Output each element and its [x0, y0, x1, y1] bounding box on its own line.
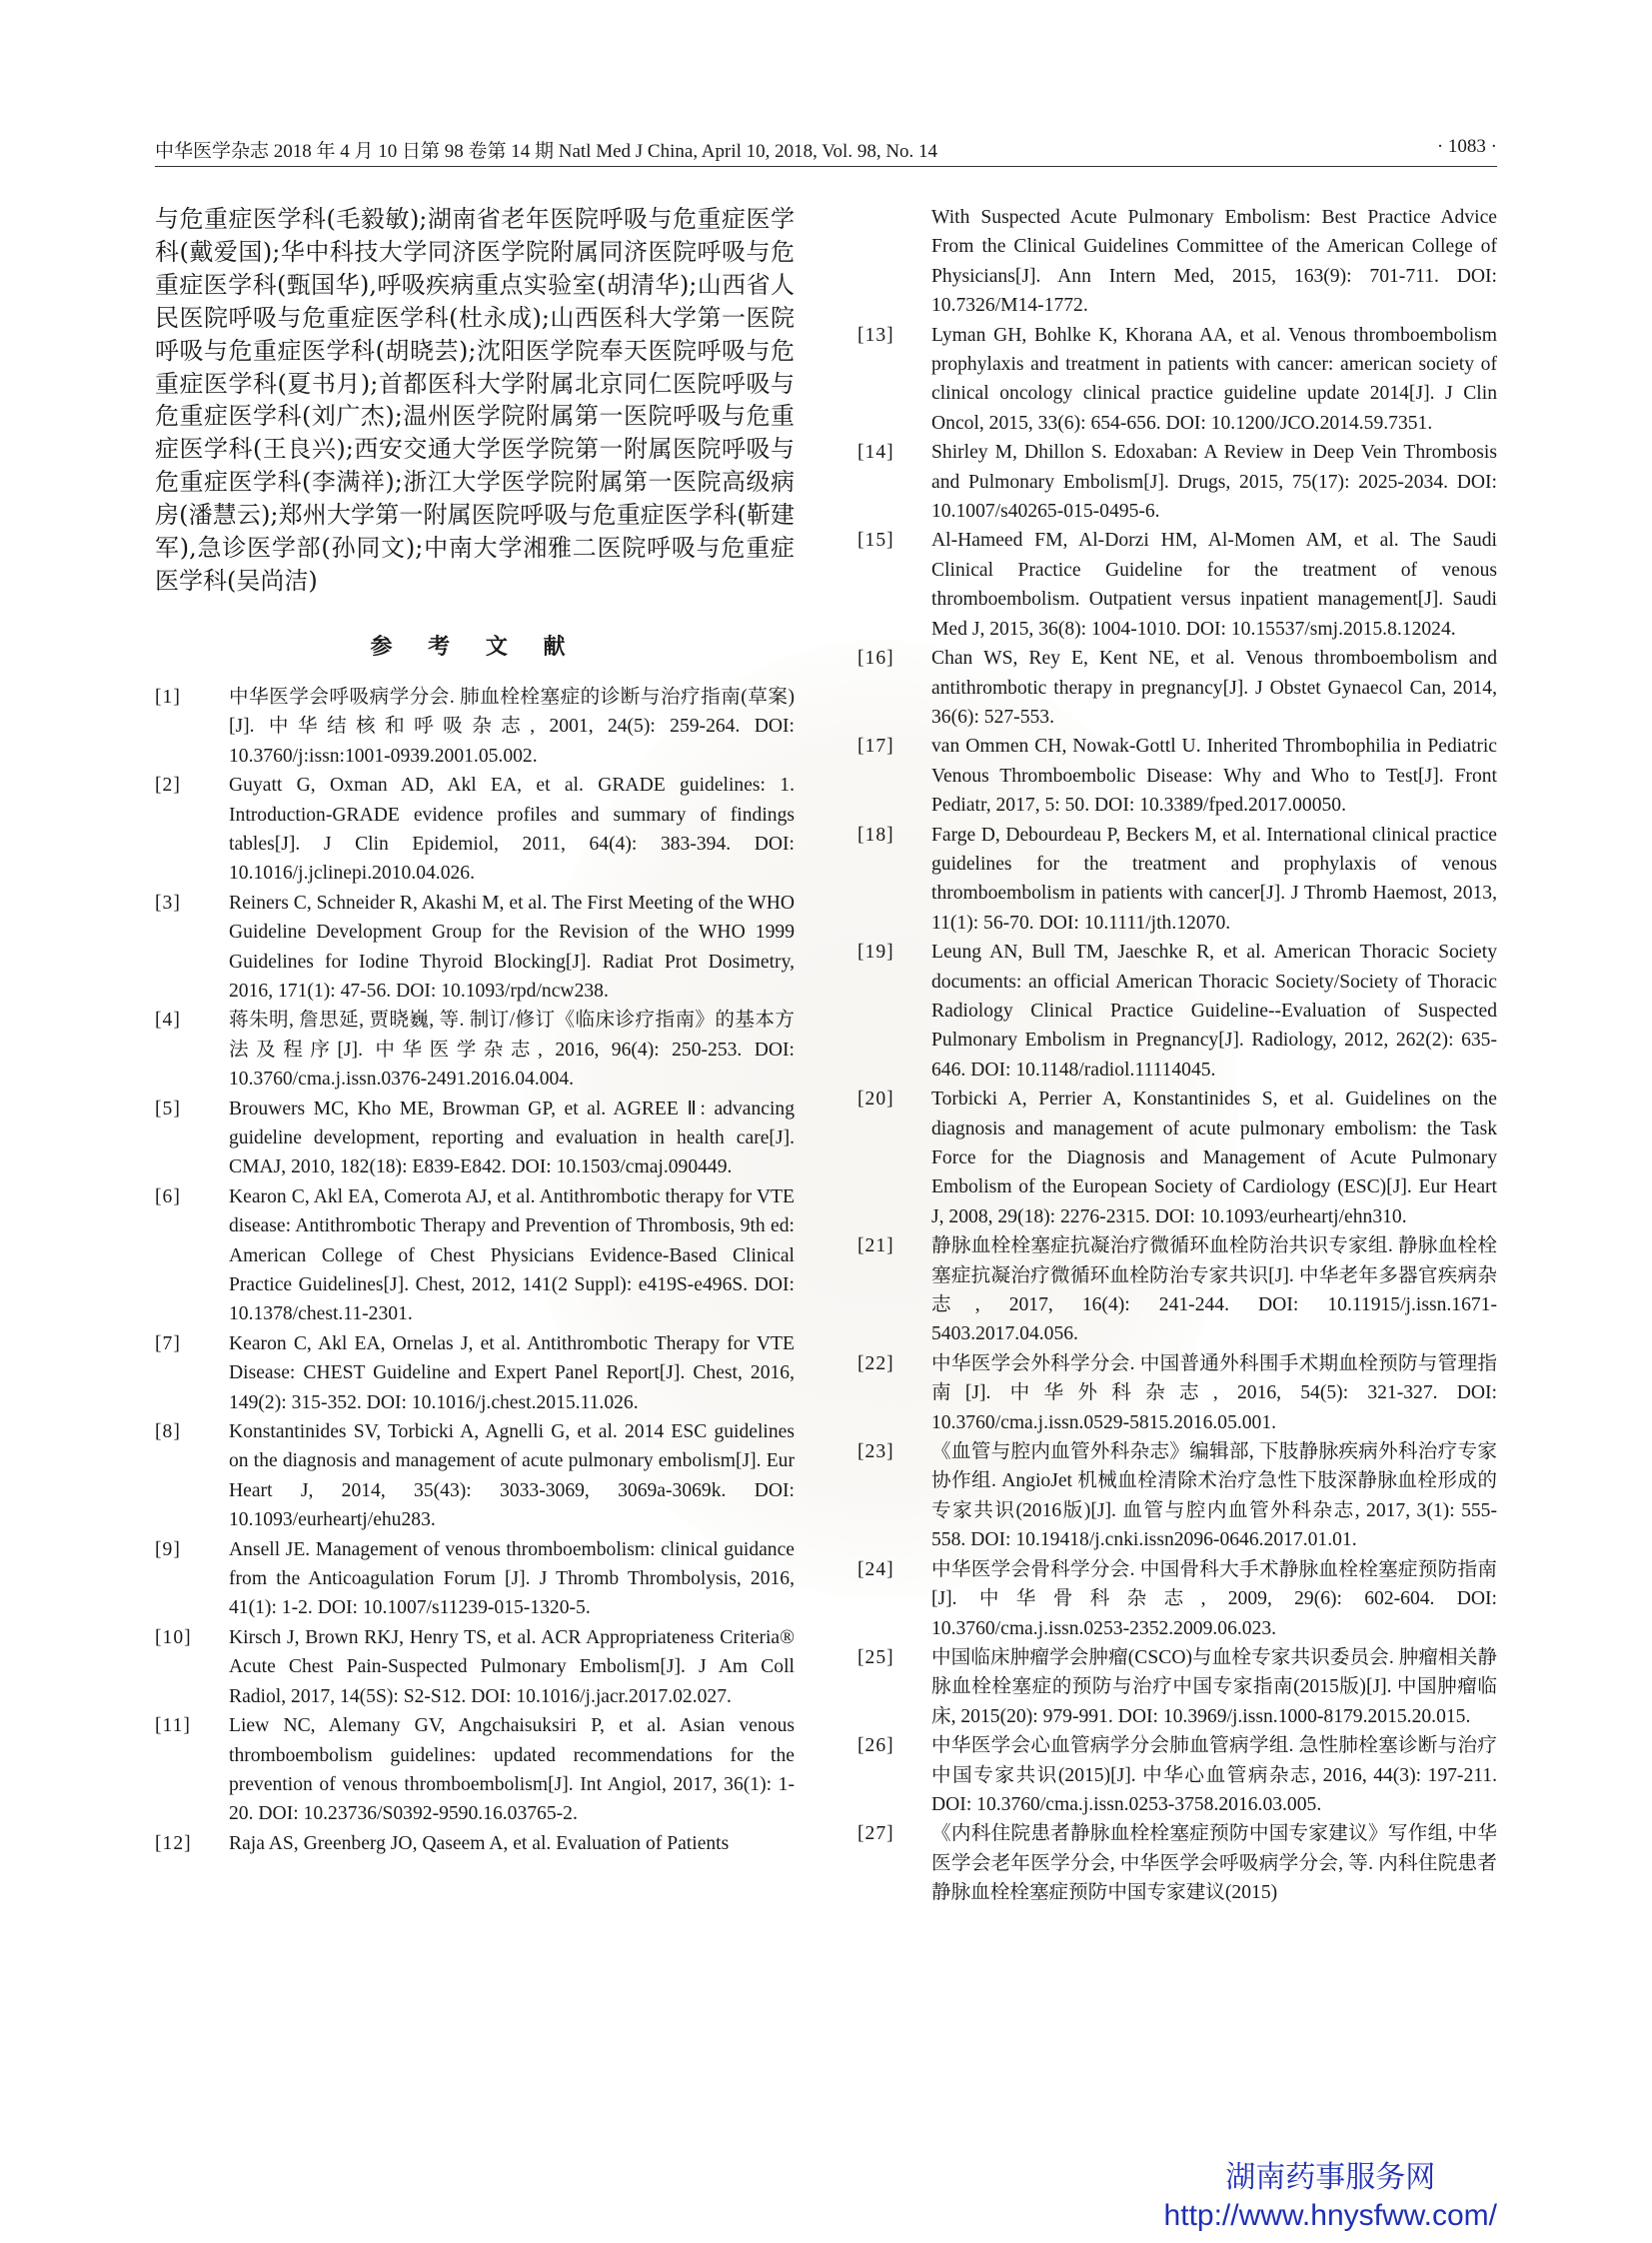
reference-item	[155, 1006, 795, 1094]
reference-number: [25]	[857, 1646, 894, 1668]
reference-text: With Suspected Acute Pulmonary Embolism: Best Practice Advice From the Clinical Guidelines Committee of the American College of Physicians[J]. Ann Intern Med, 2015, 163(9): 701-711. DOI: 10.7326/M14-1772.	[931, 207, 1497, 317]
reference-number: [20]	[857, 1089, 894, 1111]
reference-item	[857, 1085, 1497, 1231]
reference-list-right	[857, 203, 1497, 1908]
reference-text: 中华医学会心血管病学分会肺血管病学组. 急性肺栓塞诊断与治疗中国专家共识(2015)[J]. 中华心血管病杂志, 2016, 44(3): 197-211. DOI: 10.3760/cma.j.issn.0253-3758.2016.03.005.	[931, 1735, 1497, 1815]
reference-number: [3]	[155, 892, 181, 914]
reference-text: Kearon C, Akl EA, Ornelas J, et al. Antithrombotic Therapy for VTE Disease: CHEST Guideline and Expert Panel Report[J]. Chest, 2016, 149(2): 315-352. DOI: 10.1016/j.chest.2015.11.026.	[229, 1332, 795, 1413]
reference-item	[857, 1819, 1497, 1907]
reference-item	[155, 1095, 795, 1182]
reference-number: [22]	[857, 1352, 894, 1374]
reference-item	[857, 321, 1497, 439]
reference-number: [26]	[857, 1735, 894, 1757]
reference-item	[857, 1731, 1497, 1819]
journal-citation: 中华医学杂志 2018 年 4 月 10 日第 98 卷第 14 期 Natl Med J China, April 10, 2018, Vol. 98, No. 14	[155, 141, 938, 162]
reference-number: [4]	[155, 1010, 181, 1032]
reference-number: [1]	[155, 686, 181, 708]
reference-item	[857, 1437, 1497, 1555]
reference-item	[155, 1711, 795, 1829]
reference-item	[857, 732, 1497, 820]
reference-number: [14]	[857, 442, 894, 464]
reference-item	[155, 1329, 795, 1417]
reference-number: [18]	[857, 824, 894, 846]
reference-number: [13]	[857, 324, 894, 346]
reference-text: Al-Hameed FM, Al-Dorzi HM, Al-Momen AM, et al. The Saudi Clinical Practice Guideline for the treatment of venous thromboembolism. Outpatient versus inpatient management[J]. Saudi Med J, 2015, 36(8): 1004-1010. DOI: 10.15537/smj.2015.8.12024.	[931, 530, 1497, 640]
left-column	[155, 203, 795, 1858]
reference-item	[155, 1623, 795, 1711]
reference-item	[857, 644, 1497, 732]
reference-text: Kearon C, Akl EA, Comerota AJ, et al. Antithrombotic therapy for VTE disease: Antithrombotic Therapy and Prevention of Thrombosis, 9th ed: American College of Chest Physicians Evidence-Based Clinical Practice Guidelines[J]. Chest, 2012, 141(2 Suppl): e419S-e496S. DOI: 10.1378/chest.11-2301.	[229, 1185, 795, 1325]
reference-item	[857, 1555, 1497, 1643]
reference-text: 中国临床肿瘤学会肿瘤(CSCO)与血栓专家共识委员会. 肿瘤相关静脉血栓栓塞症的预防与治疗中国专家指南(2015版)[J]. 中国肿瘤临床, 2015(20): 979-991. DOI: 10.3969/j.issn.1000-8179.2015.20.015.	[931, 1646, 1497, 1727]
reference-text: Farge D, Debourdeau P, Beckers M, et al. International clinical practice guidelines for the treatment and prophylaxis of venous thromboembolism in patients with cancer[J]. J Thromb Haemost, 2013, 11(1): 56-70. DOI: 10.1111/jth.12070.	[931, 824, 1497, 934]
reference-number: [27]	[857, 1823, 894, 1845]
reference-number: [2]	[155, 775, 181, 797]
reference-item	[857, 938, 1497, 1085]
reference-text: Liew NC, Alemany GV, Angchaisuksiri P, et al. Asian venous thromboembolism guidelines: updated recommendations for the prevention of venous thromboembolism[J]. Int Angiol, 2017, 36(1): 1-20. DOI: 10.23736/S0392-9590.16.03765-2.	[229, 1715, 795, 1825]
reference-text: Konstantinides SV, Torbicki A, Agnelli G, et al. 2014 ESC guidelines on the diagnosis and management of acute pulmonary embolism[J]. Eur Heart J, 2014, 35(43): 3033-3069, 3069a-3069k. DOI: 10.1093/eurheartj/ehu283.	[229, 1421, 795, 1531]
reference-item	[155, 889, 795, 1007]
reference-number: [17]	[857, 736, 894, 758]
site-url[interactable]: http://www.hnysfww.com/	[1163, 2199, 1497, 2232]
reference-text: Ansell JE. Management of venous thromboembolism: clinical guidance from the Anticoagulation Forum [J]. J Thromb Thrombolysis, 2016, 41(1): 1-2. DOI: 10.1007/s11239-015-1320-5.	[229, 1538, 795, 1619]
reference-number: [16]	[857, 648, 894, 670]
reference-text: 《内科住院患者静脉血栓栓塞症预防中国专家建议》写作组, 中华医学会老年医学分会, 中华医学会呼吸病学分会, 等. 内科住院患者静脉血栓栓塞症预防中国专家建议(2015)	[931, 1823, 1497, 1904]
reference-item	[155, 1829, 795, 1858]
affiliations-paragraph: 与危重症医学科(毛毅敏);湖南省老年医院呼吸与危重症医学科(戴爱国);华中科技大学同济医学院附属同济医院呼吸与危重症医学科(甄国华),呼吸疾病重点实验室(胡清华);山西省人民医院呼吸与危重症医学科(杜永成);山西医科大学第一医院呼吸与危重症医学科(胡晓芸);沈阳医学院奉天医院呼吸与危重症医学科(夏书月);首都医科大学附属北京同仁医院呼吸与危重症医学科(刘广杰);温州医学院附属第一医院呼吸与危重症医学科(王良兴);西安交通大学医学院第一附属医院呼吸与危重症医学科(李满祥);浙江大学医学院附属第一医院高级病房(潘慧云);郑州大学第一附属医院呼吸与危重症医学科(靳建军),急诊医学部(孙同文);中南大学湘雅二医院呼吸与危重症医学科(吴尚洁)	[155, 205, 795, 595]
reference-number: [19]	[857, 942, 894, 964]
reference-item	[857, 821, 1497, 939]
reference-number: [5]	[155, 1098, 181, 1120]
reference-text: Chan WS, Rey E, Kent NE, et al. Venous thromboembolism and antithrombotic therapy in pregnancy[J]. J Obstet Gynaecol Can, 2014, 36(6): 527-553.	[931, 648, 1497, 728]
reference-number: [24]	[857, 1558, 894, 1580]
reference-list-left	[155, 683, 795, 1858]
right-column	[857, 203, 1497, 1908]
reference-text: Lyman GH, Bohlke K, Khorana AA, et al. Venous thromboembolism prophylaxis and treatment in patients with cancer: american society of clinical oncology clinical practice guideline update 2014[J]. J Clin Oncol, 2015, 33(6): 654-656. DOI: 10.1200/JCO.2014.59.7351.	[931, 324, 1497, 434]
reference-text: 中华医学会外科学分会. 中国普通外科围手术期血栓预防与管理指南[J]. 中华外科杂志, 2016, 54(5): 321-327. DOI: 10.3760/cma.j.issn.0529-5815.2016.05.001.	[931, 1352, 1497, 1433]
reference-text: van Ommen CH, Nowak-Gottl U. Inherited Thrombophilia in Pediatric Venous Thromboembolic Disease: Why and Who to Test[J]. Front Pediatr, 2017, 5: 50. DOI: 10.3389/fped.2017.00050.	[931, 736, 1497, 817]
reference-item	[155, 683, 795, 771]
reference-item	[857, 1643, 1497, 1731]
reference-number: [23]	[857, 1441, 894, 1463]
site-name: 湖南药事服务网	[1225, 2161, 1436, 2194]
reference-number: [10]	[155, 1626, 192, 1648]
reference-item	[155, 1182, 795, 1329]
reference-text: 中华医学会骨科学分会. 中国骨科大手术静脉血栓栓塞症预防指南[J]. 中华骨科杂志, 2009, 29(6): 602-604. DOI: 10.3760/cma.j.issn.0253-2352.2009.06.023.	[931, 1558, 1497, 1639]
reference-text: 静脉血栓栓塞症抗凝治疗微循环血栓防治共识专家组. 静脉血栓栓塞症抗凝治疗微循环血栓防治专家共识[J]. 中华老年多器官疾病杂志, 2017, 16(4): 241-244. DOI: 10.11915/j.issn.1671-5403.2017.04.056.	[931, 1235, 1497, 1345]
reference-item	[155, 1417, 795, 1535]
reference-text: Kirsch J, Brown RKJ, Henry TS, et al. ACR Appropriateness Criteria® Acute Chest Pain-Suspected Pulmonary Embolism[J]. J Am Coll Radiol, 2017, 14(5S): S2-S12. DOI: 10.1016/j.jacr.2017.02.027.	[229, 1626, 795, 1707]
site-watermark	[1164, 2159, 1497, 2235]
reference-item	[155, 771, 795, 889]
reference-text: Reiners C, Schneider R, Akashi M, et al. The First Meeting of the WHO Guideline Development Group for the Revision of the WHO 1999 Guidelines for Iodine Thyroid Blocking[J]. Radiat Prot Dosimetry, 2016, 171(1): 47-56. DOI: 10.1093/rpd/ncw238.	[229, 892, 795, 1002]
reference-text: Guyatt G, Oxman AD, Akl EA, et al. GRADE guidelines: 1. Introduction-GRADE evidence profiles and summary of findings tables[J]. J Clin Epidemiol, 2011, 64(4): 383-394. DOI: 10.1016/j.jclinepi.2010.04.026.	[229, 775, 795, 885]
reference-item	[857, 438, 1497, 526]
running-header	[155, 136, 1497, 167]
reference-text: Shirley M, Dhillon S. Edoxaban: A Review in Deep Vein Thrombosis and Pulmonary Embolism[J]. Drugs, 2015, 75(17): 2025-2034. DOI: 10.1007/s40265-015-0495-6.	[931, 442, 1497, 523]
reference-item	[857, 1349, 1497, 1437]
reference-number: [9]	[155, 1538, 181, 1560]
reference-item	[857, 203, 1497, 321]
reference-text: Brouwers MC, Kho ME, Browman GP, et al. AGREE Ⅱ: advancing guideline development, reporting and evaluation in health care[J]. CMAJ, 2010, 182(18): E839-E842. DOI: 10.1503/cmaj.090449.	[229, 1098, 795, 1178]
reference-item	[857, 1231, 1497, 1349]
references-heading: 参 考 文 献	[370, 634, 580, 660]
reference-number: [8]	[155, 1421, 181, 1443]
reference-number: [21]	[857, 1235, 894, 1257]
reference-number: [15]	[857, 530, 894, 552]
reference-text: Raja AS, Greenberg JO, Qaseem A, et al. Evaluation of Patients	[229, 1832, 730, 1854]
page-number: · 1083 ·	[1436, 136, 1497, 157]
reference-text: 《血管与腔内血管外科杂志》编辑部, 下肢静脉疾病外科治疗专家协作组. AngioJet 机械血栓清除术治疗急性下肢深静脉血栓形成的专家共识(2016版)[J]. 血管与腔内血管外科杂志, 2017, 3(1): 555-558. DOI: 10.19418/j.cnki.issn2096-0646.2017.01.01.	[931, 1441, 1497, 1551]
reference-number: [6]	[155, 1185, 181, 1207]
reference-text: Leung AN, Bull TM, Jaeschke R, et al. American Thoracic Society documents: an official American Thoracic Society/Society of Thoracic Radiology Clinical Practice Guideline--Evaluation of Suspected Pulmonary Embolism in Pregnancy[J]. Radiology, 2012, 262(2): 635-646. DOI: 10.1148/radiol.11114045.	[931, 942, 1497, 1081]
reference-number: [7]	[155, 1332, 181, 1354]
reference-text: 蒋朱明, 詹思延, 贾晓巍, 等. 制订/修订《临床诊疗指南》的基本方法及程序[J]. 中华医学杂志, 2016, 96(4): 250-253. DOI: 10.3760/cma.j.issn.0376-2491.2016.04.004.	[229, 1010, 795, 1091]
reference-number: [12]	[155, 1832, 192, 1854]
reference-item	[857, 526, 1497, 644]
reference-text: 中华医学会呼吸病学分会. 肺血栓栓塞症的诊断与治疗指南(草案)[J]. 中华结核和呼吸杂志, 2001, 24(5): 259-264. DOI: 10.3760/j:issn:1001-0939.2001.05.002.	[229, 686, 795, 767]
reference-item	[155, 1535, 795, 1623]
reference-number: [11]	[155, 1715, 191, 1737]
reference-text: Torbicki A, Perrier A, Konstantinides S, et al. Guidelines on the diagnosis and management of acute pulmonary embolism: the Task Force for the Diagnosis and Management of Acute Pulmonary Embolism of the European Society of Cardiology (ESC)[J]. Eur Heart J, 2008, 29(18): 2276-2315. DOI: 10.1093/eurheartj/ehn310.	[931, 1089, 1497, 1227]
